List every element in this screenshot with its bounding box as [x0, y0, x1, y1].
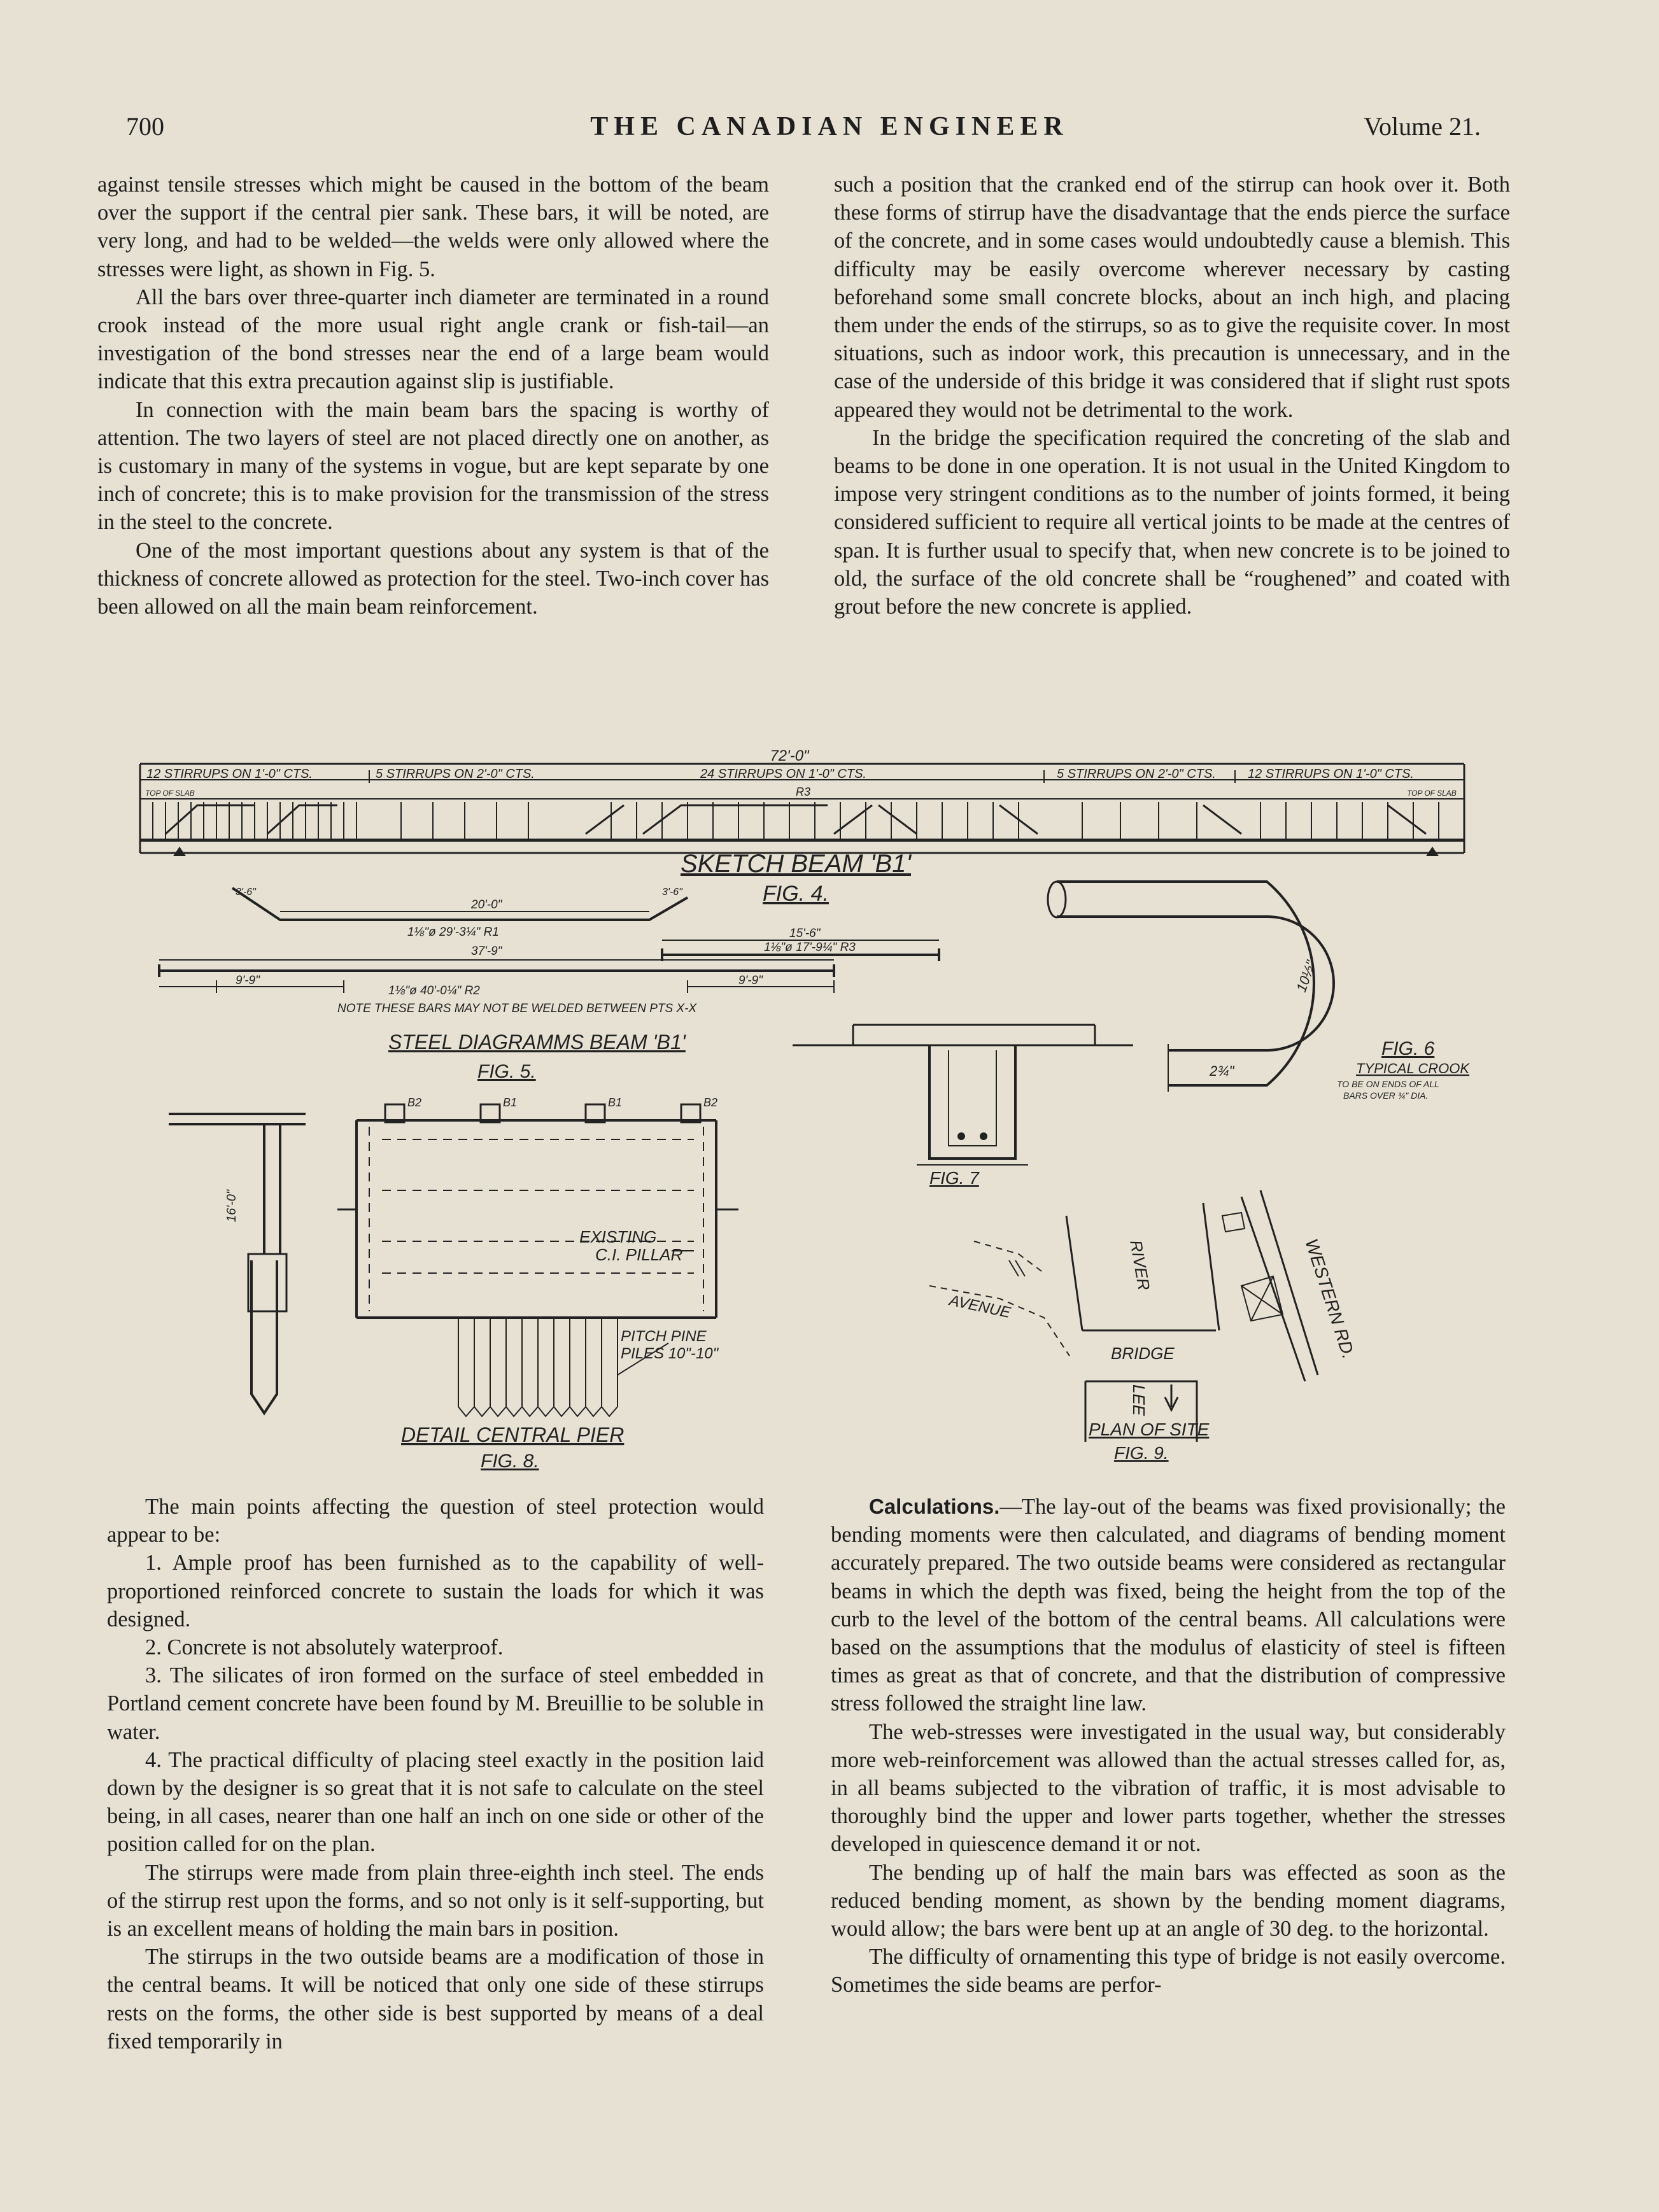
paragraph: The difficulty of ornamenting this type of bridge is not easily overcome. Sometimes the side beams are perfor-: [831, 1945, 1506, 1997]
fig5-dim: 9'-9": [236, 974, 260, 987]
fig5-dim: 9'-9": [738, 974, 763, 987]
fig4-caption: FIG. 4.: [763, 882, 829, 906]
fig6-typical-crook: [1048, 882, 1470, 1101]
fig9-western: WESTERN RD.: [1301, 1236, 1359, 1362]
list-item: 2. Concrete is not absolutely waterproof.: [145, 1635, 504, 1660]
fig5-bar: 1⅛"ø 17'-9¼" R3: [764, 941, 856, 954]
fig4-stirrup-label: 5 STIRRUPS ON 2'-0" CTS.: [1057, 767, 1216, 781]
paragraph: The main points affecting the question of steel protection would appear to be:: [107, 1495, 764, 1547]
fig9-caption: FIG. 9.: [1114, 1443, 1169, 1463]
fig9-river: RIVER: [1126, 1238, 1154, 1292]
fig7-caption: FIG. 7: [929, 1168, 979, 1188]
column-bottom-left: [107, 1493, 764, 2055]
fig8-caption: FIG. 8.: [481, 1451, 539, 1472]
fig4-top-of-slab: TOP OF SLAB: [145, 789, 195, 798]
volume-label: Volume 21.: [1364, 112, 1481, 141]
paragraph: One of the most important questions about any system is that of the thickness of concrete allowed as protection for the steel. Two-inch cover has been allowed on all the main beam reinforcement.: [97, 538, 769, 619]
fig5-dim: 37'-9": [471, 945, 502, 958]
fig4-stirrup-label: 12 STIRRUPS ON 1'-0" CTS.: [1248, 767, 1414, 781]
fig5-bar: 1⅛"ø 29'-3¼" R1: [407, 926, 499, 939]
fig8-label: B2: [703, 1096, 718, 1109]
fig4-top-of-slab: TOP OF SLAB: [1407, 789, 1457, 798]
fig8-label: B2: [407, 1096, 422, 1109]
fig8-title: DETAIL CENTRAL PIER: [401, 1423, 625, 1446]
fig5-steel-diagrams: [159, 887, 939, 1082]
fig6-dim-r: 10½": [1293, 958, 1320, 994]
paragraph: [831, 1493, 1506, 1718]
fig9-avenue: AVENUE: [947, 1292, 1012, 1322]
figure-area: [127, 745, 1490, 1477]
engineering-drawings: [127, 745, 1490, 1477]
fig5-dim: 3'-6": [662, 887, 682, 898]
paragraph: In connection with the main beam bars the spacing is worthy of attention. The two layers of steel are not placed directly one on another, as is customary in many of the systems in vogue, but are kept separate by one inch of concrete; this is to make provision for the transmission of the stress in the steel to the concrete.: [97, 397, 769, 535]
paragraph: The stirrups were made from plain three-eighth inch steel. The ends of the stirrup rest upon the forms, and so not only is it self-supporting, but is an excellent means of holding the main bars in position.: [107, 1860, 764, 1941]
paragraph: All the bars over three-quarter inch diameter are terminated in a round crook instead of the more usual right angle crank or fish-tail—an investigation of the bond stresses near the end of a large beam would indicate that this extra precaution against slip is justifiable.: [97, 285, 769, 394]
fig8-existing: C.I. PILLAR: [595, 1245, 683, 1264]
column-bottom-right: [831, 1493, 1506, 1999]
fig4-title: SKETCH BEAM 'B1': [680, 850, 912, 878]
fig9-title: PLAN OF SITE: [1089, 1419, 1210, 1439]
section-runin: Calculations.: [869, 1495, 1000, 1518]
paragraph: The web-stresses were investigated in the usual way, but considerably more web-reinforcement was allowed than the actual stresses called for, as, in all beams subjected to the vibration of traffic, it is most advisable to thoroughly bind the upper and lower parts together, whether the stresses developed in quiescence demand it or not.: [831, 1719, 1506, 1857]
fig6-caption: FIG. 6: [1381, 1038, 1435, 1059]
fig4-stirrup-label: 5 STIRRUPS ON 2'-0" CTS.: [376, 767, 535, 781]
fig9-lee: LEE: [1129, 1384, 1148, 1416]
fig5-caption: FIG. 5.: [477, 1061, 536, 1082]
fig8-central-pier: [169, 1096, 738, 1472]
column-top-left: [97, 171, 769, 621]
fig5-note: NOTE THESE BARS MAY NOT BE WELDED BETWEEN PTS X-X: [337, 1002, 697, 1015]
fig5-dim: 20'-0": [471, 898, 502, 912]
fig6-dim-w: 2¾": [1210, 1063, 1234, 1079]
fig4-bar-label: R3: [796, 785, 811, 798]
fig6-sub: TO BE ON ENDS OF ALL: [1337, 1079, 1439, 1089]
fig5-dim: 15'-6": [789, 927, 821, 940]
fig9-bridge: BRIDGE: [1111, 1344, 1175, 1363]
fig4-overall-dim: 72'-0": [770, 747, 809, 764]
list-item: 4. The practical difficulty of placing steel exactly in the position laid down by the designer is so great that it is not safe to calculate on the steel being, in all cases, nearer than one half an inch on one side or other of the position called for on the plan.: [107, 1747, 764, 1857]
page-number: 700: [126, 112, 164, 141]
fig9-site-plan: [929, 1190, 1359, 1463]
fig5-bar: 1⅛"ø 40'-0¼" R2: [388, 984, 480, 997]
fig5-dim: 3'-6": [236, 887, 256, 898]
fig8-piles: PILES 10"-10": [621, 1345, 719, 1362]
fig8-label: B1: [608, 1096, 623, 1109]
paragraph: such a position that the cranked end of the stirrup can hook over it. Both these forms of stirrup have the disadvantage that the ends pierce the surface of the concrete, and in some cases would undoubtedly cause a blemish. This difficulty may be easily overcome wherever necessary by casting beforehand some small concrete blocks, about an inch high, and placing them under the ends of the stirrups, so as to give the requisite cover. In most situations, such as indoor work, this precaution is unnecessary, and in the case of the underside of this bridge it was considered that if slight rust spots appeared they would not be detrimental to the work.: [834, 173, 1510, 422]
fig8-existing: EXISTING: [579, 1227, 657, 1246]
column-top-right: [834, 171, 1510, 621]
list-item: 3. The silicates of iron formed on the surface of steel embedded in Portland cement concrete have been found by M. Breuillie to be soluble in water.: [107, 1663, 764, 1744]
list-item: 1. Ample proof has been furnished as to the capability of well-proportioned reinforced concrete to sustain the loads for which it was designed.: [107, 1551, 764, 1631]
fig8-dim: 16'-0": [225, 1190, 239, 1222]
fig6-sub: BARS OVER ¾" DIA.: [1343, 1090, 1429, 1101]
fig5-title: STEEL DIAGRAMMS BEAM 'B1': [388, 1031, 686, 1053]
fig8-piles: PITCH PINE: [621, 1328, 707, 1345]
fig7-beam-section: [793, 1025, 1133, 1188]
paragraph-text: —The lay-out of the beams was fixed provisionally; the bending moments were then calculated, and diagrams of bending moment accurately prepared. The two outside beams were considered as rectangular beams in which the depth was fixed, being the height from the top of the curb to the level of the bottom of the central beams. All calculations were based on the assumptions that the modulus of elasticity of steel is fifteen times as great as that of concrete, and that the distribution of compressive stress followed the straight line law.: [831, 1495, 1506, 1716]
fig4-stirrup-label: 24 STIRRUPS ON 1'-0" CTS.: [700, 767, 866, 781]
paragraph: against tensile stresses which might be caused in the bottom of the beam over the support if the central pier sank. These bars, it will be noted, are very long, and had to be welded—the welds were only allowed where the stresses were light, as shown in Fig. 5.: [97, 173, 769, 281]
paragraph: In the bridge the specification required the concreting of the slab and beams to be done in one operation. It is not usual in the United Kingdom to impose very stringent conditions as to the number of joints formed, it being considered sufficient to require all vertical joints to be made at the centres of span. It is further usual to specify that, when new concrete is to be joined to old, the surface of the old concrete shall be “roughened” and coated with grout before the new concrete is applied.: [834, 425, 1510, 619]
paragraph: The stirrups in the two outside beams are a modification of those in the central beams. It will be noticed that only one side of these stirrups rests on the forms, the other side is best supported by means of a deal fixed temporarily in: [107, 1945, 764, 2053]
journal-title: THE CANADIAN ENGINEER: [590, 112, 1069, 141]
paragraph: The bending up of half the main bars was effected as soon as the reduced bending moment, as shown by the bending moment diagrams, would allow; the bars were bent up at an angle of 30 deg. to the horizontal.: [831, 1860, 1506, 1941]
fig4-stirrup-label: 12 STIRRUPS ON 1'-0" CTS.: [146, 767, 313, 781]
fig8-label: B1: [503, 1096, 518, 1109]
fig6-title: TYPICAL CROOK: [1356, 1060, 1470, 1076]
